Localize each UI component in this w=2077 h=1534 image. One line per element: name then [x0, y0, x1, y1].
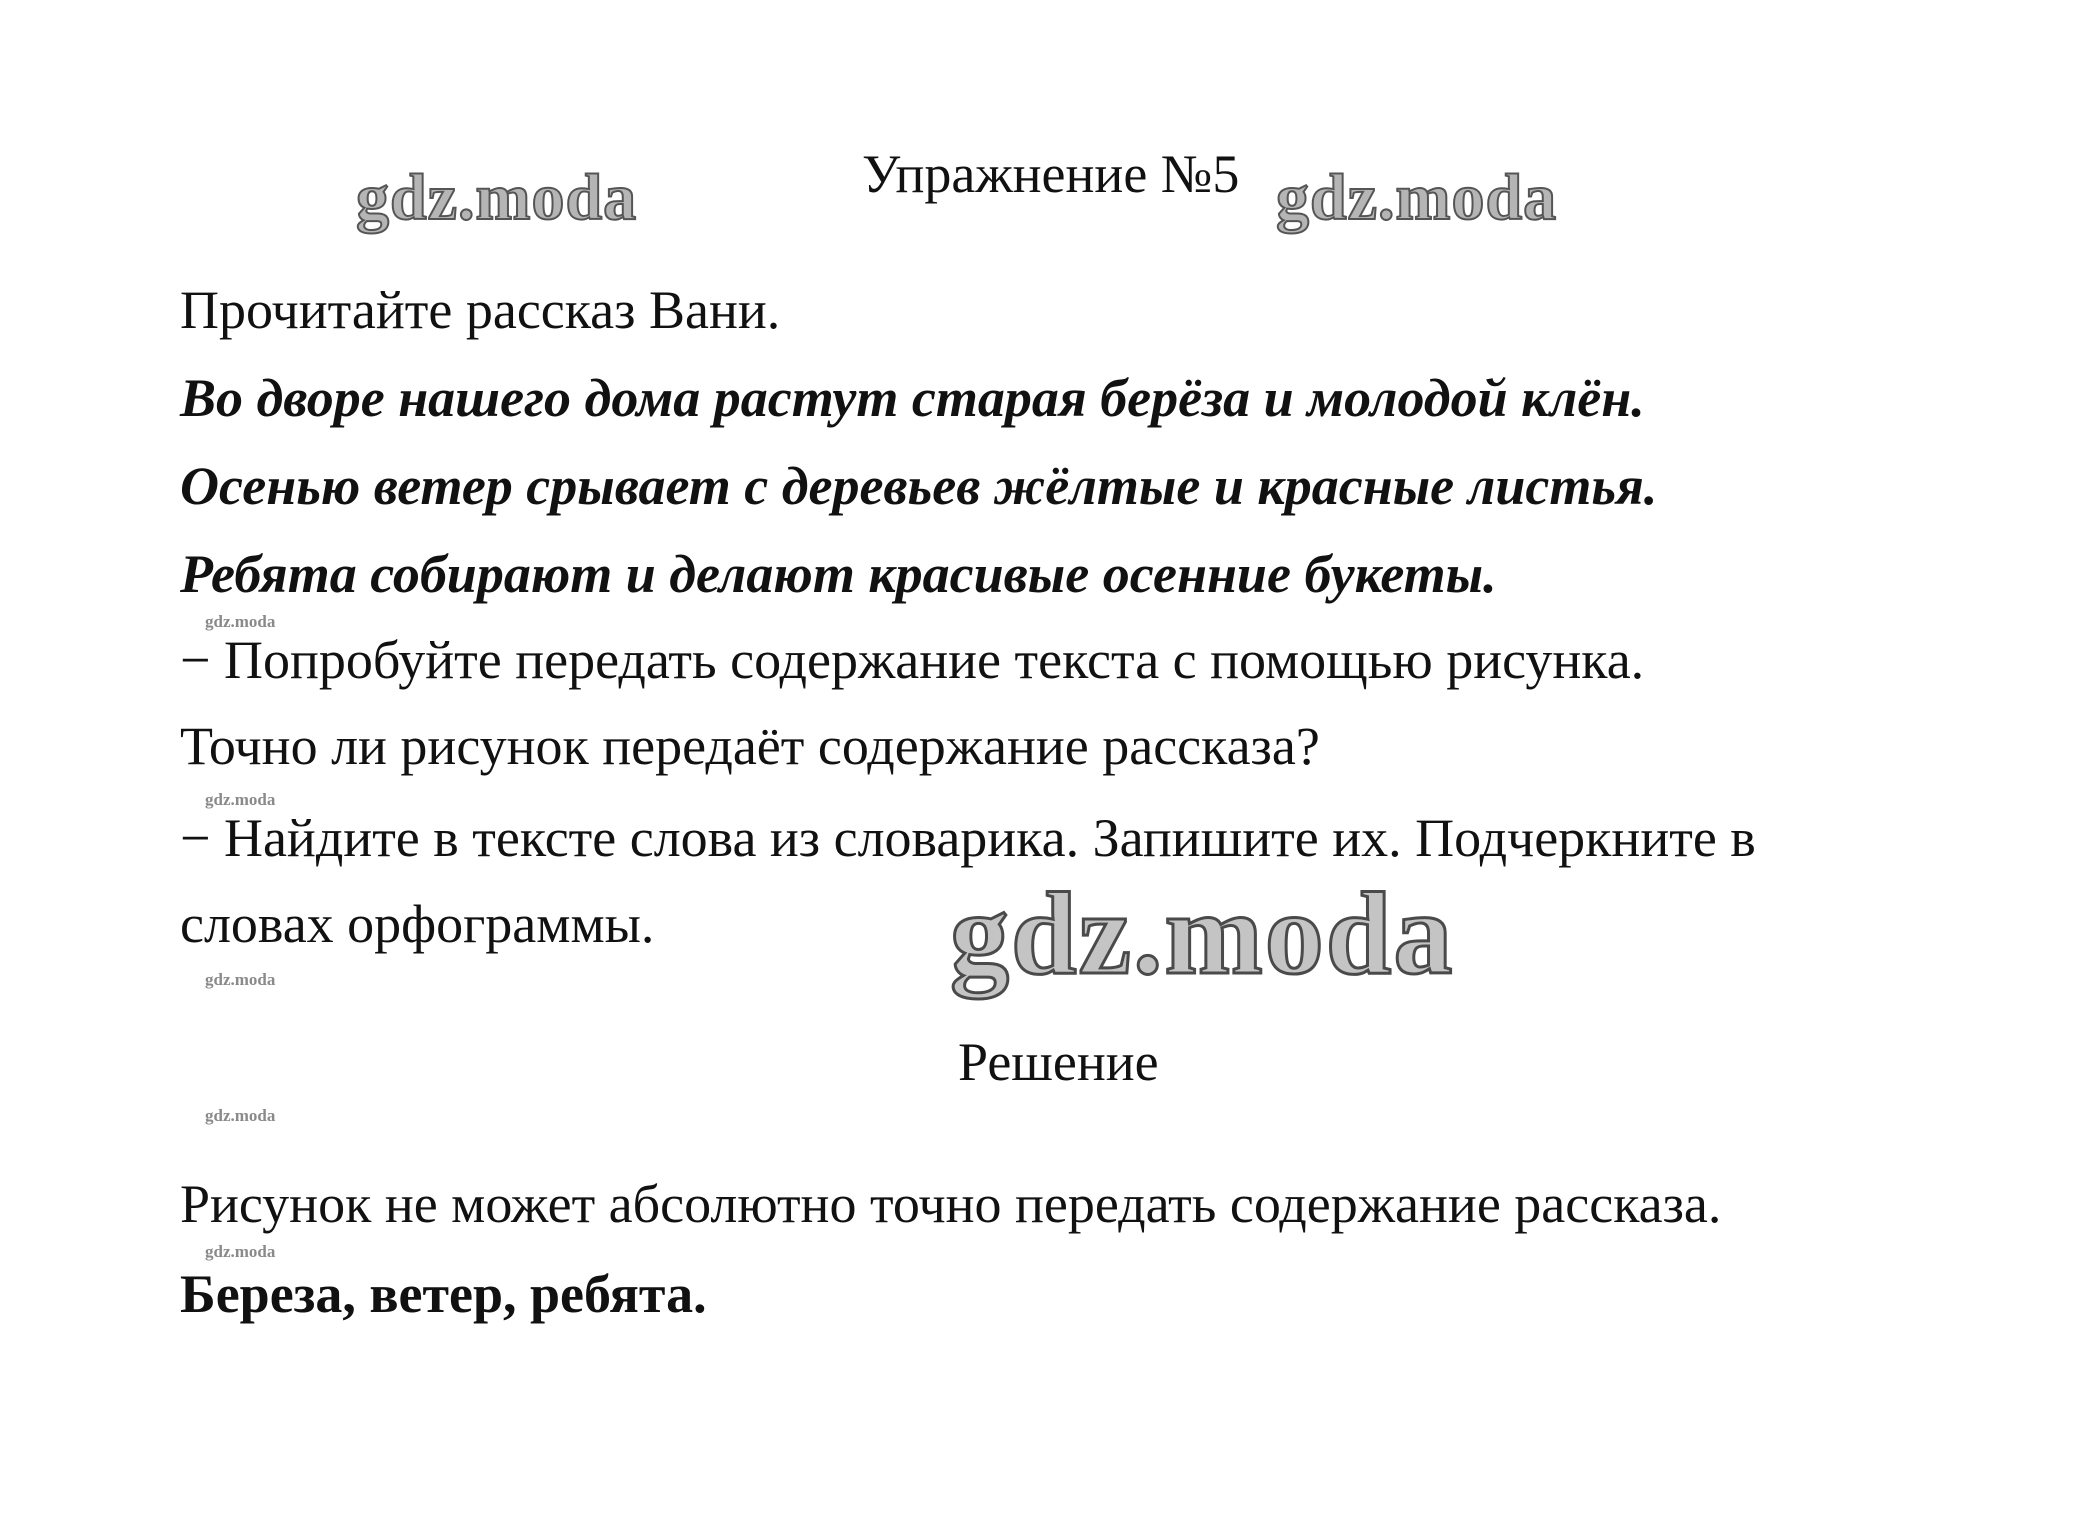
watermark-small: gdz.moda [205, 970, 276, 989]
watermark-small: gdz.moda [205, 790, 276, 809]
solution-heading: Решение [958, 1032, 1159, 1092]
question-1-line-1: − Попробуйте передать содержание текста с помощью рисунка. [180, 630, 1645, 690]
answer-line-2: Береза, ветер, ребята. [180, 1264, 707, 1324]
watermark-logo: gdz.moda [1276, 161, 1558, 234]
question-2-line-2: словах орфограммы. [180, 894, 655, 954]
question-1-line-2: Точно ли рисунок передаёт содержание рассказа? [180, 716, 1320, 776]
story-line-3: Ребята собирают и делают красивые осенние букеты. [180, 544, 1497, 604]
question-2-line-1: − Найдите в тексте слова из словарика. Запишите их. Подчеркните в [180, 808, 1756, 868]
task-intro: Прочитайте рассказ Вани. [180, 280, 781, 340]
watermark-small: gdz.moda [205, 1106, 276, 1125]
watermark-logo: gdz.moda [356, 161, 638, 234]
answer-line-1: Рисунок не может абсолютно точно передать содержание рассказа. [180, 1174, 1722, 1234]
exercise-title: Упражнение №5 [862, 144, 1240, 204]
watermark-small: gdz.moda [205, 1242, 276, 1261]
story-line-2: Осенью ветер срывает с деревьев жёлтые и красные листья. [180, 456, 1658, 516]
story-line-1: Во дворе нашего дома растут старая берёза и молодой клён. [180, 368, 1645, 428]
watermark-logo: gdz.moda [950, 868, 1455, 999]
watermark-small: gdz.moda [205, 612, 276, 631]
